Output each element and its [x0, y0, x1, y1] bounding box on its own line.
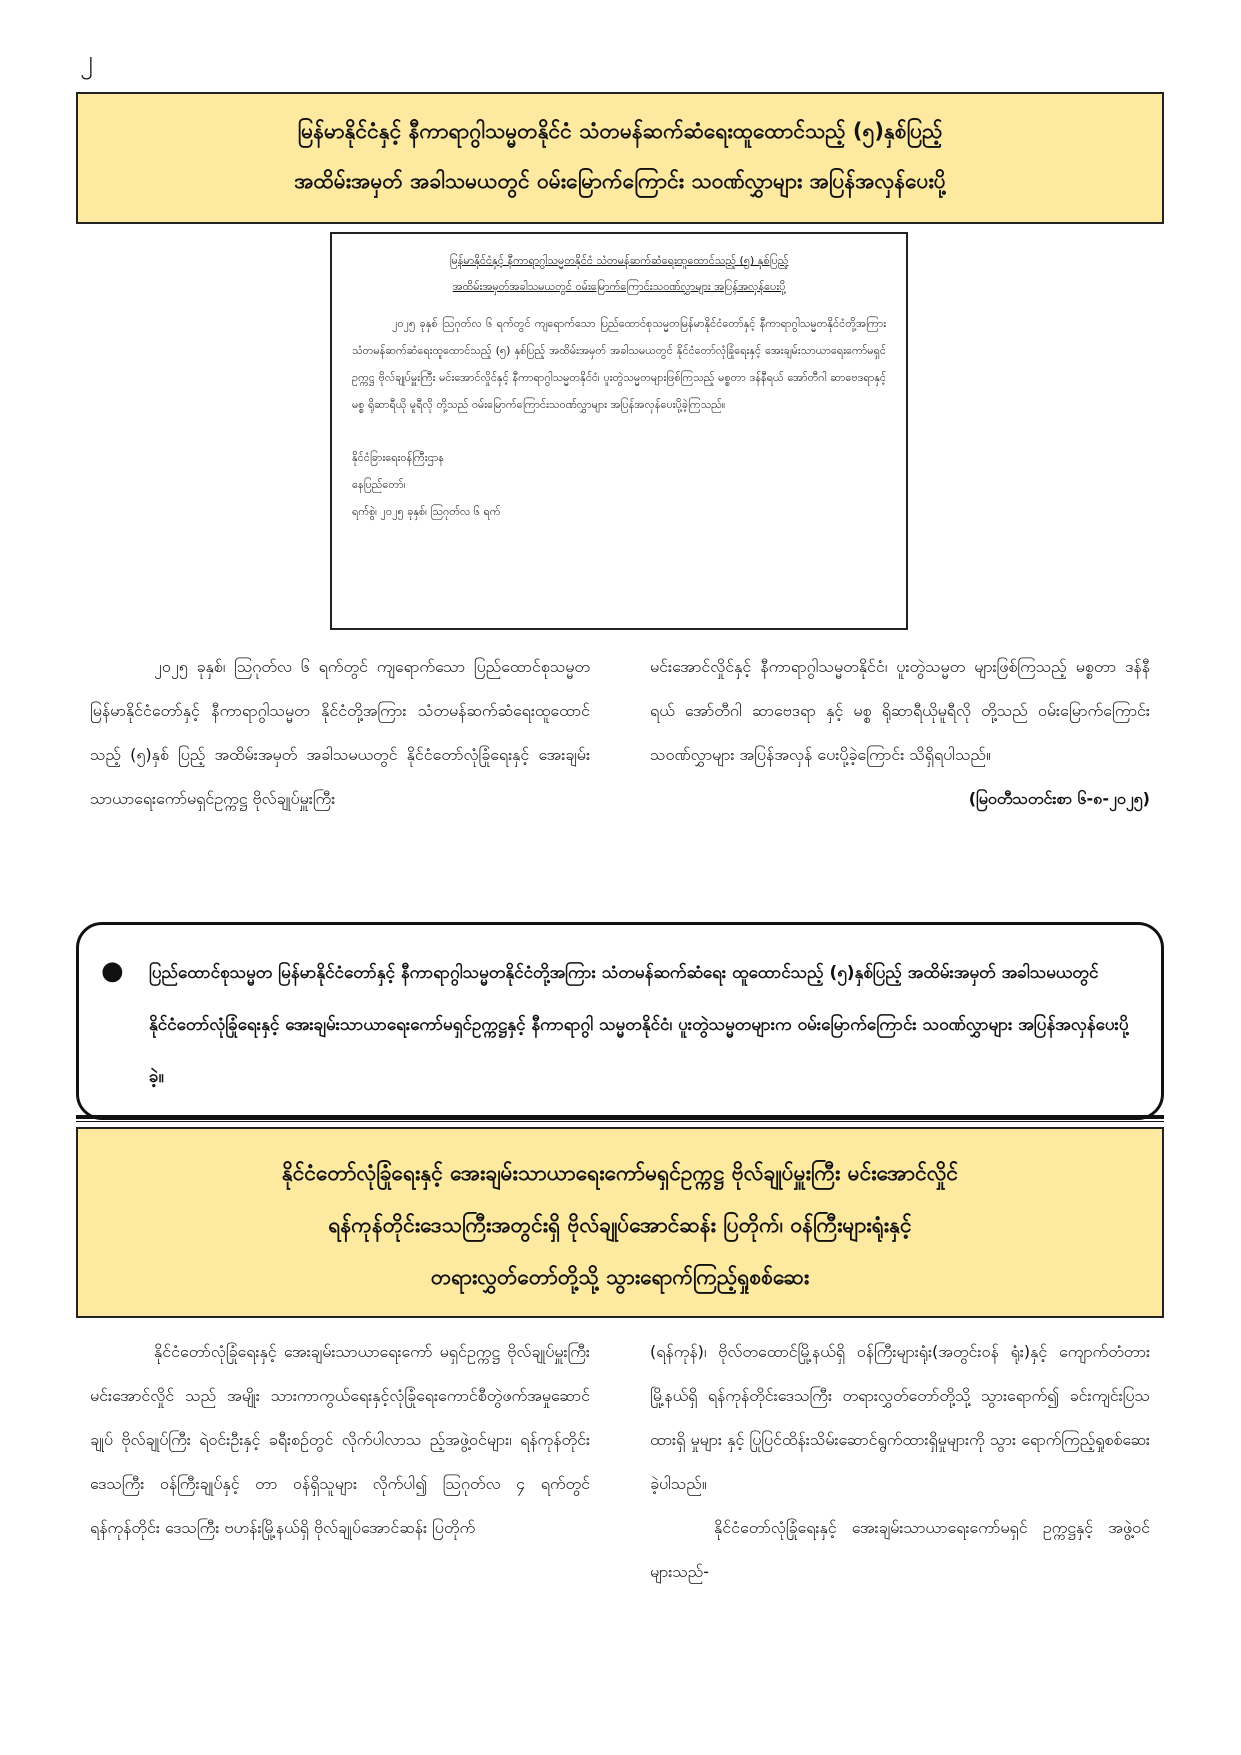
- press-release-inset: [330, 232, 908, 630]
- section-divider-thick: [76, 1115, 1164, 1119]
- article-2-right-paragraph-2: နိုင်ငံတော်လုံခြုံရေးနှင့် အေးချမ်းသာယာရေးကော်မရှင် ဥက္ကဋ္ဌနှင့် အဖွဲ့ဝင်များသည်-: [650, 1518, 1150, 1581]
- page-number: ၂: [80, 45, 93, 75]
- inset-signature-ministry: နိုင်ငံခြားရေးဝန်ကြီးဌာန: [352, 451, 444, 464]
- article-2-left-column: [90, 1330, 590, 1750]
- summary-text: ပြည်ထောင်စုသမ္မတ မြန်မာနိုင်ငံတော်နှင့် နီကာရာဂွါသမ္မတနိုင်ငံတို့အကြား သံတမန်ဆက်ဆံရေး ထူထောင်သည့် (၅)နှစ်ပြည့် အထိမ်းအမှတ် အခါသမယတွင် နိုင်ငံတော်လုံခြုံရေးနှင့် အေးချမ်းသာယာရေးကော်မရှင်ဥက္ကဋ္ဌနှင့် နီကာရာဂွါ သမ္မတနိုင်ငံ၊ ပူးတွဲသမ္မတများက ဝမ်းမြောက်ကြောင်း သဝဏ်လွှာများ အပြန်အလှန်ပေးပို့ခဲ့။: [149, 963, 1129, 1087]
- article-1-left-column: [90, 645, 590, 885]
- article-1-right-column: [650, 645, 1150, 895]
- inset-signature-date: ရက်စွဲ၊ ၂၀၂၅ ခုနှစ်၊ ဩဂုတ်လ ၆ ရက်: [352, 505, 501, 518]
- headline-1-line-1: မြန်မာနိုင်ငံနှင့် နီကာရာဂွါသမ္မတနိုင်ငံ သံတမန်ဆက်ဆံရေးထူထောင်သည့် (၅)နှစ်ပြည့်: [297, 119, 943, 143]
- headline-box-1: [76, 92, 1164, 224]
- inset-signature-city: နေပြည်တော်၊: [352, 478, 406, 491]
- headline-2-line-1: နိုင်ငံတော်လုံခြုံရေးနှင့် အေးချမ်းသာယာရေးကော်မရှင်ဥက္ကဋ္ဌ ဗိုလ်ချုပ်မှူးကြီး မင်းအောင်လှိုင်: [281, 1161, 959, 1185]
- article-1-right-text: မင်းအောင်လှိုင်နှင့် နီကာရာဂွါသမ္မတနိုင်ငံ၊ ပူးတွဲသမ္မတ များဖြစ်ကြသည့် မစ္စတာ ဒန်နီရယ် အော်တီဂါ ဆာဗေဒရာ နှင့် မစ္စ ရိုဆာရီယိုမူရီလို တို့သည် ဝမ်းမြောက်ကြောင်း သဝဏ်လွှာများ အပြန်အလှန် ပေးပို့ခဲ့ကြောင်း သိရှိရပါသည်။: [650, 657, 1150, 764]
- headline-1-line-2: အထိမ်းအမှတ် အခါသမယတွင် ဝမ်းမြောက်ကြောင်း သဝဏ်လွှာများ အပြန်အလှန်ပေးပို့: [294, 169, 946, 193]
- inset-heading-2: အထိမ်းအမှတ်အခါသမယတွင် ဝမ်းမြောက်ကြောင်းသဝဏ်လွှာများ အပြန်အလှန်ပေးပို့: [452, 280, 786, 293]
- article-2-left-text: နိုင်ငံတော်လုံခြုံရေးနှင့် အေးချမ်းသာယာရေးကော် မရှင်ဥက္ကဋ္ဌ ဗိုလ်ချုပ်မှူးကြီးမင်းအောင်လှိုင် သည် အမျိုး သားကာကွယ်ရေးနှင့်လုံခြုံရေးကောင်စီတွဲဖက်အမှုဆောင် ချုပ် ဗိုလ်ချုပ်ကြီး ရဲဝင်းဦးနှင့် ခရီးစဉ်တွင် လိုက်ပါလာသ ည့်အဖွဲ့ဝင်များ၊ ရန်ကုန်တိုင်းဒေသကြီး ဝန်ကြီးချုပ်နှင့် တာ ဝန်ရှိသူများ လိုက်ပါ၍ ဩဂုတ်လ ၄ ရက်တွင် ရန်ကုန်တိုင်း ဒေသကြီး ဗဟန်းမြို့နယ်ရှိ ဗိုလ်ချုပ်အောင်ဆန်း ပြတိုက်: [90, 1342, 590, 1537]
- article-2-right-column: [650, 1330, 1150, 1750]
- headline-2-line-2: ရန်ကုန်တိုင်းဒေသကြီးအတွင်းရှိ ဗိုလ်ချုပ်အောင်ဆန်း ပြတိုက်၊ ဝန်ကြီးများရုံးနှင့်: [328, 1213, 912, 1237]
- headline-2-line-3: တရားလွှတ်တော်တို့သို့ သွားရောက်ကြည့်ရှုစစ်ဆေး: [430, 1265, 810, 1289]
- section-divider-thin: [76, 1121, 1164, 1122]
- inset-heading-1: မြန်မာနိုင်ငံနှင့် နီကာရာဂွါသမ္မတနိုင်ငံ သံတမန်ဆက်ဆံရေးထူထောင်သည့် (၅) နှစ်ပြည့်: [449, 254, 789, 267]
- article-1-source: (မြဝတီသတင်းစာ ၆-၈-၂၀၂၅): [968, 789, 1150, 808]
- bullet-icon: ●: [101, 956, 124, 986]
- article-1-left-text: ၂၀၂၅ ခုနှစ်၊ ဩဂုတ်လ ၆ ရက်တွင် ကျရောက်သော ပြည်ထောင်စုသမ္မတ မြန်မာနိုင်ငံတော်နှင့် နီကာရာဂွါသမ္မတ နိုင်ငံတို့အကြား သံတမန်ဆက်ဆံရေးထူထောင်သည့် (၅)နှစ် ပြည့် အထိမ်းအမှတ် အခါသမယတွင် နိုင်ငံတော်လုံခြုံရေးနှင့် အေးချမ်းသာယာရေးကော်မရှင်ဥက္ကဋ္ဌ ဗိုလ်ချုပ်မှူးကြီး: [90, 657, 590, 808]
- inset-body: ၂၀၂၅ ခုနှစ် ဩဂုတ်လ ၆ ရက်တွင် ကျရောက်သော ပြည်ထောင်စုသမ္မတမြန်မာနိုင်ငံတော်နှင့် နီကာရာဂွါသမ္မတနိုင်ငံတို့အကြား သံတမန်ဆက်ဆံရေးထူထောင်သည့် (၅) နှစ်ပြည့် အထိမ်းအမှတ် အခါသမယတွင် နိုင်ငံတော်လုံခြုံရေးနှင့် အေးချမ်းသာယာရေးကော်မရှင်ဥက္ကဋ္ဌ ဗိုလ်ချုပ်မှူးကြီး မင်းအောင်လှိုင်နှင့် နီကာရာဂွါသမ္မတနိုင်ငံ၊ ပူးတွဲသမ္မတများဖြစ်ကြသည့် မစ္စတာ ဒန်နီရယ် အော်တီဂါ ဆာဗေဒရာနှင့် မစ္စ ရိုဆာရီယို မူရီလို တို့သည် ဝမ်းမြောက်ကြောင်းသဝဏ်လွှာများ အပြန်အလှန်ပေးပို့ခဲ့ကြသည်။: [352, 317, 886, 411]
- article-2-right-paragraph-1: (ရန်ကုန်)၊ ဗိုလ်တထောင်မြို့နယ်ရှိ ဝန်ကြီးများရုံး(အတွင်းဝန် ရုံး)နှင့် ကျောက်တံတားမြို့နယ်ရှိ ရန်ကုန်တိုင်းဒေသကြီး တရားလွှတ်တော်တို့သို့ သွားရောက်၍ ခင်းကျင်းပြသထားရှိ မှုများ နှင့် ပြုပြင်ထိန်းသိမ်းဆောင်ရွက်ထားရှိမှုများကို သွား ရောက်ကြည့်ရှုစစ်ဆေးခဲ့ပါသည်။: [650, 1342, 1150, 1493]
- summary-box: [76, 922, 1164, 1120]
- headline-box-2: [76, 1127, 1164, 1318]
